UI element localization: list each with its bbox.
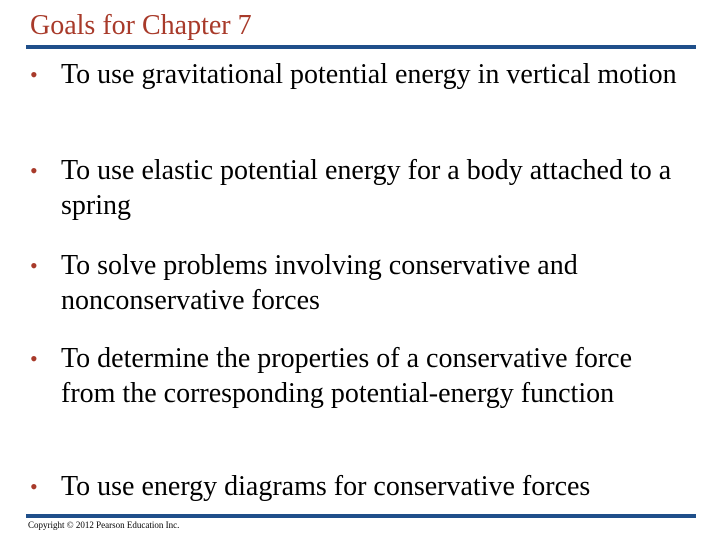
title-divider	[26, 45, 696, 49]
copyright-notice: Copyright © 2012 Pearson Education Inc.	[28, 520, 180, 530]
bullet-text: To use energy diagrams for conservative forces	[61, 471, 591, 502]
list-item	[30, 153, 690, 223]
list-item	[30, 341, 690, 411]
bullet-marker: •	[30, 253, 38, 278]
bullet-marker: •	[30, 158, 38, 183]
list-item	[30, 248, 690, 318]
list-item	[30, 469, 690, 504]
bullet-marker: •	[30, 346, 38, 371]
bullet-text: To solve problems involving conservative and nonconservative forces	[61, 250, 578, 316]
bullet-marker: •	[30, 474, 38, 499]
bullet-text: To use elastic potential energy for a body attached to a spring	[61, 155, 672, 221]
list-item	[30, 57, 690, 92]
slide-title: Goals for Chapter 7	[30, 10, 252, 41]
bullet-text: To use gravitational potential energy in vertical motion	[61, 59, 677, 90]
bullet-text: To determine the properties of a conservative force from the corresponding potential-energy function	[61, 343, 633, 409]
bullet-marker: •	[30, 62, 38, 87]
footer-divider	[26, 514, 696, 518]
